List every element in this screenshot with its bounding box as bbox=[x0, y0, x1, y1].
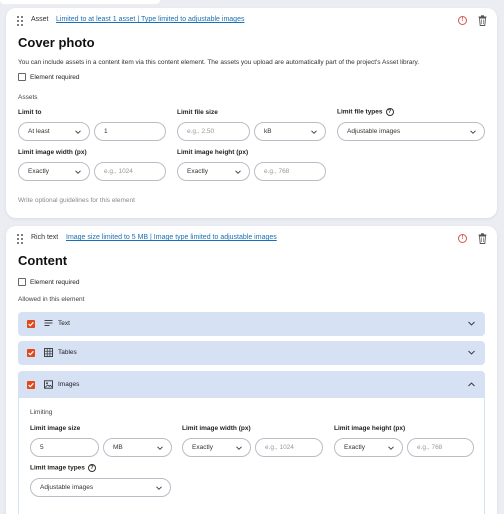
image-icon bbox=[44, 380, 53, 389]
chevron-down-icon bbox=[468, 321, 475, 326]
limit-count-input[interactable] bbox=[94, 122, 166, 141]
checkbox-label: Element required bbox=[30, 73, 80, 81]
image-size-unit-select[interactable] bbox=[103, 438, 172, 457]
check-icon bbox=[27, 320, 35, 328]
checkbox-box[interactable] bbox=[18, 73, 26, 81]
select-value: kB bbox=[264, 128, 272, 135]
image-width-label: Limit image width (px) bbox=[182, 425, 251, 432]
input-placeholder: e.g., 768 bbox=[417, 444, 443, 451]
image-height-input[interactable] bbox=[254, 162, 326, 181]
help-icon[interactable]: ? bbox=[386, 108, 394, 116]
text-lines-icon bbox=[44, 319, 53, 328]
limits-summary-link[interactable]: Limited to at least 1 asset | Type limited to adjustable images bbox=[56, 16, 245, 23]
input-placeholder: e.g., 1024 bbox=[104, 168, 133, 175]
chevron-down-icon bbox=[75, 129, 81, 135]
section-images-accordion[interactable] bbox=[18, 371, 485, 398]
chevron-down-icon bbox=[235, 169, 241, 175]
previous-card-edge bbox=[0, 0, 160, 4]
image-types-label-text: Limit image types bbox=[30, 464, 85, 472]
image-width-input[interactable] bbox=[255, 438, 323, 457]
chevron-down-icon bbox=[388, 445, 394, 451]
rich-text-element-card bbox=[6, 226, 497, 514]
chevron-down-icon bbox=[156, 485, 162, 491]
select-value: Adjustable images bbox=[40, 484, 94, 491]
limit-to-label: Limit to bbox=[18, 109, 42, 116]
image-height-mode-select[interactable] bbox=[177, 162, 250, 181]
select-value: MB bbox=[113, 444, 123, 451]
chevron-down-icon bbox=[236, 445, 242, 451]
checkbox-label: Element required bbox=[30, 278, 80, 286]
limit-to-select[interactable] bbox=[18, 122, 90, 141]
image-width-mode-select[interactable] bbox=[18, 162, 90, 181]
card-header bbox=[6, 226, 497, 250]
check-icon bbox=[27, 349, 35, 357]
chevron-up-icon bbox=[468, 382, 475, 387]
select-value: Exactly bbox=[187, 168, 208, 175]
chevron-down-icon bbox=[157, 445, 163, 451]
help-icon[interactable]: ? bbox=[88, 464, 96, 472]
file-size-unit-select[interactable] bbox=[254, 122, 326, 141]
image-width-label: Limit image width (px) bbox=[18, 149, 87, 156]
chevron-down-icon bbox=[75, 169, 81, 175]
drag-handle-icon[interactable] bbox=[17, 234, 25, 244]
delete-icon[interactable] bbox=[478, 233, 487, 244]
section-tables-checkbox[interactable] bbox=[27, 349, 35, 357]
section-label: Tables bbox=[58, 349, 77, 356]
section-label: Images bbox=[58, 381, 80, 388]
element-type-label: Asset bbox=[31, 16, 49, 23]
image-width-mode-select[interactable] bbox=[182, 438, 251, 457]
section-text-checkbox[interactable] bbox=[27, 320, 35, 328]
image-size-label: Limit image size bbox=[30, 425, 81, 432]
file-types-label-text: Limit file types bbox=[337, 108, 383, 116]
table-icon bbox=[44, 348, 53, 357]
element-description: You can include assets in a content item via this content element. The assets you upload are automatically part of the project's Asset library. bbox=[18, 59, 420, 66]
section-images-checkbox[interactable] bbox=[27, 381, 35, 389]
select-value: At least bbox=[28, 128, 50, 135]
element-name[interactable]: Cover photo bbox=[18, 35, 95, 50]
limiting-label: Limiting bbox=[30, 409, 53, 416]
section-label-assets: Assets bbox=[18, 94, 38, 101]
delete-icon[interactable] bbox=[478, 15, 487, 26]
input-placeholder: e.g., 1024 bbox=[265, 444, 294, 451]
limits-summary-link[interactable]: Image size limited to 5 MB | Image type limited to adjustable images bbox=[66, 234, 277, 241]
element-type-label: Rich text bbox=[31, 234, 59, 241]
section-text-accordion[interactable] bbox=[18, 312, 485, 336]
image-height-label: Limit image height (px) bbox=[177, 149, 249, 156]
section-tables-accordion[interactable] bbox=[18, 341, 485, 365]
file-size-label: Limit file size bbox=[177, 109, 218, 116]
image-height-label: Limit image height (px) bbox=[334, 425, 406, 432]
image-height-mode-select[interactable] bbox=[334, 438, 403, 457]
image-width-input[interactable] bbox=[94, 162, 166, 181]
guidelines-input[interactable]: Write optional guidelines for this element bbox=[18, 197, 135, 204]
image-height-input[interactable] bbox=[407, 438, 474, 457]
chevron-down-icon bbox=[311, 129, 317, 135]
image-types-label bbox=[30, 464, 96, 472]
element-name[interactable]: Content bbox=[18, 253, 68, 268]
card-header bbox=[6, 8, 497, 32]
images-settings-panel bbox=[18, 398, 485, 514]
check-icon bbox=[27, 381, 35, 389]
warning-icon: ! bbox=[458, 16, 467, 25]
chevron-down-icon bbox=[470, 129, 476, 135]
chevron-down-icon bbox=[468, 350, 475, 355]
select-value: Exactly bbox=[192, 444, 213, 451]
input-placeholder: e.g., 2.50 bbox=[187, 128, 215, 135]
select-value: Exactly bbox=[28, 168, 49, 175]
file-types-label bbox=[337, 108, 394, 116]
image-types-select[interactable] bbox=[30, 478, 171, 497]
input-value: 5 bbox=[40, 444, 44, 451]
drag-handle-icon[interactable] bbox=[17, 16, 25, 26]
section-label: Text bbox=[58, 320, 70, 327]
file-types-select[interactable] bbox=[337, 122, 485, 141]
checkbox-box[interactable] bbox=[18, 278, 26, 286]
select-value: Adjustable images bbox=[347, 128, 401, 135]
input-placeholder: e.g., 768 bbox=[264, 168, 290, 175]
allowed-label: Allowed in this element bbox=[18, 296, 85, 303]
warning-icon: ! bbox=[458, 234, 467, 243]
element-required-checkbox[interactable] bbox=[18, 72, 80, 82]
image-size-input[interactable] bbox=[30, 438, 99, 457]
file-size-input[interactable] bbox=[177, 122, 250, 141]
select-value: Exactly bbox=[344, 444, 365, 451]
asset-element-card bbox=[6, 8, 497, 218]
input-value: 1 bbox=[104, 128, 108, 135]
element-required-checkbox[interactable] bbox=[18, 277, 80, 287]
